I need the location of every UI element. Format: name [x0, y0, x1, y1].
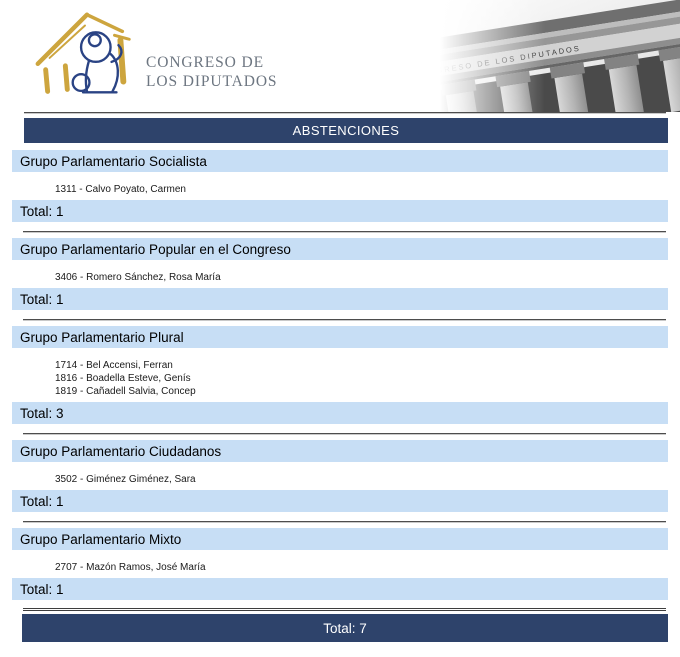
group-name: Grupo Parlamentario Ciudadanos — [20, 443, 222, 459]
section-divider — [23, 231, 666, 233]
grand-total-label: Total: 7 — [323, 620, 367, 636]
page-header — [0, 0, 680, 112]
member-row: 1714 - Bel Accensi, Ferran — [55, 360, 173, 371]
congress-building-photo — [380, 0, 680, 112]
section-divider — [23, 433, 666, 435]
group-name-bar — [12, 440, 668, 462]
logo-line-1: CONGRESO DE — [146, 54, 264, 71]
vote-type-title-bar — [24, 118, 668, 143]
logo-wordmark — [146, 53, 277, 91]
group-section-popular — [12, 238, 668, 310]
group-name-bar — [12, 150, 668, 172]
group-total-bar — [12, 288, 668, 310]
group-name: Grupo Parlamentario Popular en el Congreso — [20, 241, 291, 257]
grand-total-divider — [23, 608, 666, 611]
group-section-mixto — [12, 528, 668, 600]
group-total: Total: 1 — [20, 581, 64, 597]
member-row: 3502 - Giménez Giménez, Sara — [55, 474, 196, 485]
grand-total-bar — [22, 614, 668, 642]
group-name-bar — [12, 528, 668, 550]
section-divider — [23, 319, 666, 321]
group-section-ciudadanos — [12, 440, 668, 512]
member-list — [55, 271, 668, 284]
group-total: Total: 1 — [20, 493, 64, 509]
group-name: Grupo Parlamentario Socialista — [20, 153, 207, 169]
group-total-bar — [12, 578, 668, 600]
member-list — [55, 183, 668, 196]
group-total: Total: 1 — [20, 203, 64, 219]
group-section-plural — [12, 326, 668, 424]
member-row: 1819 - Cañadell Salvia, Concep — [55, 386, 196, 397]
group-total-bar — [12, 200, 668, 222]
congreso-emblem-icon — [26, 4, 144, 104]
member-row: 1311 - Calvo Poyato, Carmen — [55, 184, 186, 195]
section-divider — [23, 521, 666, 523]
member-row: 1816 - Boadella Esteve, Genís — [55, 373, 191, 384]
group-name-bar — [12, 326, 668, 348]
group-name-bar — [12, 238, 668, 260]
member-list — [55, 359, 668, 398]
group-total: Total: 1 — [20, 291, 64, 307]
logo-line-2: LOS DIPUTADOS — [146, 73, 278, 90]
group-total-bar — [12, 490, 668, 512]
group-total-bar — [12, 402, 668, 424]
group-name: Grupo Parlamentario Mixto — [20, 531, 182, 547]
header-divider — [24, 112, 666, 114]
group-name: Grupo Parlamentario Plural — [20, 329, 184, 345]
member-row: 2707 - Mazón Ramos, José María — [55, 562, 206, 573]
congreso-logo — [26, 4, 277, 104]
groups-list — [0, 150, 680, 611]
member-row: 3406 - Romero Sánchez, Rosa María — [55, 272, 221, 283]
group-total: Total: 3 — [20, 405, 64, 421]
group-section-socialista — [12, 150, 668, 222]
member-list — [55, 561, 668, 574]
vote-type-title: ABSTENCIONES — [292, 123, 400, 138]
member-list — [55, 473, 668, 486]
